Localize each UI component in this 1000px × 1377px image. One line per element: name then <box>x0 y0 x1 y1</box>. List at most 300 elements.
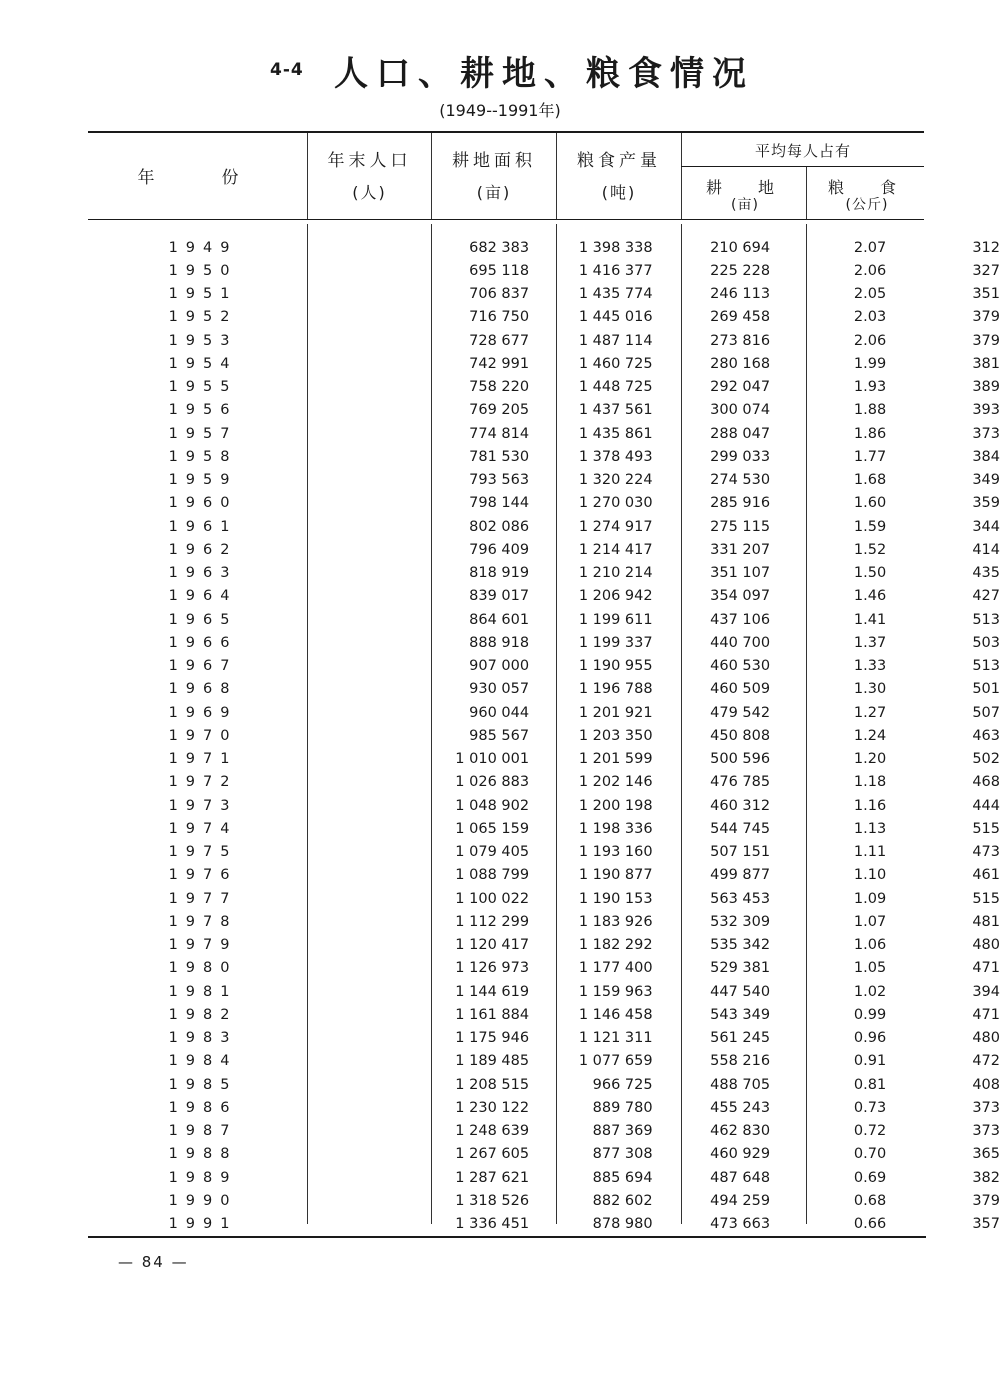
year-cell: 1983 <box>168 1030 238 1047</box>
population-cell: 839 017 <box>469 588 530 605</box>
year-cell: 1955 <box>168 379 238 396</box>
table-row <box>88 1166 1000 1189</box>
grain-cell: 285 916 <box>710 495 771 512</box>
population-cell: 907 000 <box>469 658 530 675</box>
farmland-cell: 877 308 <box>592 1146 653 1163</box>
table-row <box>88 445 1000 468</box>
farmland-cell: 1 200 198 <box>578 797 653 814</box>
population-cell: 695 118 <box>469 262 530 279</box>
per-capita-grain-cell: 365 <box>972 1146 1000 1163</box>
year-cell: 1989 <box>168 1169 238 1186</box>
farmland-cell: 1 183 926 <box>578 913 653 930</box>
per-capita-land-cell: 1.09 <box>853 890 887 907</box>
per-capita-land-cell: 1.07 <box>853 913 887 930</box>
per-capita-grain-cell: 481 <box>972 913 1000 930</box>
farmland-cell: 1 214 417 <box>578 541 653 558</box>
population-cell: 1 336 451 <box>455 1216 530 1233</box>
per-capita-land-cell: 0.68 <box>853 1192 887 1209</box>
per-capita-grain-cell: 502 <box>972 751 1000 768</box>
bottom-rule <box>88 1236 926 1238</box>
grain-cell: 487 648 <box>710 1169 771 1186</box>
per-capita-land-cell: 1.59 <box>853 518 887 535</box>
year-cell: 1974 <box>168 820 238 837</box>
per-capita-land-cell: 1.33 <box>853 658 887 675</box>
per-capita-grain-cell: 379 <box>972 309 1000 326</box>
table-row <box>88 399 1000 422</box>
table-row <box>88 1073 1000 1096</box>
grain-cell: 462 830 <box>710 1123 771 1140</box>
farmland-cell: 1 203 350 <box>578 727 653 744</box>
table-row <box>88 515 1000 538</box>
farmland-cell: 1 398 338 <box>578 239 653 256</box>
per-capita-land-cell: 1.10 <box>853 867 887 884</box>
population-cell: 682 383 <box>469 239 530 256</box>
farmland-cell: 1 378 493 <box>578 448 653 465</box>
year-cell: 1968 <box>168 681 238 698</box>
year-cell: 1975 <box>168 844 238 861</box>
farmland-cell: 1 199 611 <box>578 611 653 628</box>
population-cell: 888 918 <box>469 634 530 651</box>
farmland-cell: 1 448 725 <box>578 379 653 396</box>
farmland-cell: 1 190 153 <box>578 890 653 907</box>
population-cell: 1 026 883 <box>455 774 530 791</box>
grain-cell: 273 816 <box>710 332 771 349</box>
grain-cell: 275 115 <box>710 518 771 535</box>
table-row <box>88 562 1000 585</box>
per-capita-grain-cell: 444 <box>972 797 1000 814</box>
population-cell: 798 144 <box>469 495 530 512</box>
grain-cell: 558 216 <box>710 1053 771 1070</box>
table-row <box>88 748 1000 771</box>
header-pc-grain-unit: (公斤) <box>845 197 889 213</box>
grain-cell: 225 228 <box>710 262 771 279</box>
table-row <box>88 887 1000 910</box>
grain-cell: 210 694 <box>710 239 771 256</box>
per-capita-land-cell: 1.06 <box>853 937 887 954</box>
per-capita-land-cell: 2.07 <box>853 239 887 256</box>
grain-cell: 269 458 <box>710 309 771 326</box>
per-capita-grain-cell: 349 <box>972 472 1000 489</box>
population-cell: 1 267 605 <box>455 1146 530 1163</box>
population-cell: 1 318 526 <box>455 1192 530 1209</box>
table-row <box>88 957 1000 980</box>
per-capita-grain-cell: 379 <box>972 332 1000 349</box>
per-capita-land-cell: 1.11 <box>853 844 887 861</box>
table-row <box>88 980 1000 1003</box>
year-cell: 1969 <box>168 704 238 721</box>
year-cell: 1960 <box>168 495 238 512</box>
grain-cell: 563 453 <box>710 890 771 907</box>
farmland-cell: 1 077 659 <box>578 1053 653 1070</box>
per-capita-grain-cell: 461 <box>972 867 1000 884</box>
farmland-cell: 1 177 400 <box>578 960 653 977</box>
year-cell: 1954 <box>168 355 238 372</box>
table-row <box>88 771 1000 794</box>
farmland-cell: 1 445 016 <box>578 309 653 326</box>
year-cell: 1986 <box>168 1099 238 1116</box>
year-cell: 1984 <box>168 1053 238 1070</box>
per-capita-land-cell: 1.50 <box>853 565 887 582</box>
farmland-cell: 1 210 214 <box>578 565 653 582</box>
per-capita-land-cell: 1.27 <box>853 704 887 721</box>
table-row <box>88 794 1000 817</box>
grain-cell: 450 808 <box>710 727 771 744</box>
table-row <box>88 352 1000 375</box>
grain-cell: 476 785 <box>710 774 771 791</box>
farmland-cell: 1 198 336 <box>578 820 653 837</box>
table-row <box>88 701 1000 724</box>
farmland-cell: 1 437 561 <box>578 402 653 419</box>
population-cell: 1 079 405 <box>455 844 530 861</box>
population-cell: 1 208 515 <box>455 1076 530 1093</box>
per-capita-grain-cell: 373 <box>972 425 1000 442</box>
year-cell: 1956 <box>168 402 238 419</box>
grain-cell: 544 745 <box>710 820 771 837</box>
population-cell: 781 530 <box>469 448 530 465</box>
per-capita-subrule <box>681 166 924 167</box>
per-capita-grain-cell: 381 <box>972 355 1000 372</box>
table-row <box>88 236 1000 259</box>
population-cell: 706 837 <box>469 286 530 303</box>
header-pc-land: 耕 地 <box>705 178 784 197</box>
per-capita-grain-cell: 503 <box>972 634 1000 651</box>
table-row <box>88 1213 1000 1236</box>
grain-cell: 479 542 <box>710 704 771 721</box>
year-cell: 1978 <box>168 913 238 930</box>
table-row <box>88 1143 1000 1166</box>
grain-cell: 460 312 <box>710 797 771 814</box>
population-cell: 716 750 <box>469 309 530 326</box>
year-cell: 1951 <box>168 286 238 303</box>
farmland-cell: 1 202 146 <box>578 774 653 791</box>
farmland-cell: 1 201 921 <box>578 704 653 721</box>
year-cell: 1990 <box>168 1192 238 1209</box>
per-capita-land-cell: 1.02 <box>853 983 887 1000</box>
per-capita-land-cell: 1.24 <box>853 727 887 744</box>
per-capita-land-cell: 0.66 <box>853 1216 887 1233</box>
grain-cell: 455 243 <box>710 1099 771 1116</box>
header-grain-unit: (吨) <box>601 183 637 202</box>
population-cell: 1 161 884 <box>455 1006 530 1023</box>
table-row <box>88 1027 1000 1050</box>
farmland-cell: 1 320 224 <box>578 472 653 489</box>
population-cell: 1 010 001 <box>455 751 530 768</box>
grain-cell: 500 596 <box>710 751 771 768</box>
grain-cell: 460 530 <box>710 658 771 675</box>
farmland-cell: 1 196 788 <box>578 681 653 698</box>
table-row <box>88 306 1000 329</box>
header-pc-land-unit: (亩) <box>731 197 759 213</box>
table-row <box>88 841 1000 864</box>
farmland-cell: 1 435 861 <box>578 425 653 442</box>
population-cell: 1 189 485 <box>455 1053 530 1070</box>
per-capita-grain-cell: 327 <box>972 262 1000 279</box>
header-year: 年 份 <box>137 168 243 188</box>
year-cell: 1985 <box>168 1076 238 1093</box>
header-pc-grain: 粮 食 <box>827 178 906 197</box>
table-row <box>88 910 1000 933</box>
year-cell: 1971 <box>168 751 238 768</box>
table-row <box>88 422 1000 445</box>
per-capita-land-cell: 1.37 <box>853 634 887 651</box>
table-row <box>88 655 1000 678</box>
data-table <box>88 236 1000 1236</box>
header-per-capita: 平均每人占有 <box>754 142 851 160</box>
grain-cell: 437 106 <box>710 611 771 628</box>
population-cell: 1 048 902 <box>455 797 530 814</box>
per-capita-land-cell: 1.86 <box>853 425 887 442</box>
grain-cell: 354 097 <box>710 588 771 605</box>
per-capita-grain-cell: 435 <box>972 565 1000 582</box>
per-capita-land-cell: 0.70 <box>853 1146 887 1163</box>
population-cell: 802 086 <box>469 518 530 535</box>
grain-cell: 494 259 <box>710 1192 771 1209</box>
per-capita-grain-cell: 515 <box>972 820 1000 837</box>
year-cell: 1981 <box>168 983 238 1000</box>
grain-cell: 274 530 <box>710 472 771 489</box>
per-capita-grain-cell: 351 <box>972 286 1000 303</box>
population-cell: 793 563 <box>469 472 530 489</box>
per-capita-land-cell: 1.99 <box>853 355 887 372</box>
population-cell: 960 044 <box>469 704 530 721</box>
per-capita-grain-cell: 507 <box>972 704 1000 721</box>
year-cell: 1988 <box>168 1146 238 1163</box>
per-capita-grain-cell: 480 <box>972 1030 1000 1047</box>
per-capita-grain-cell: 513 <box>972 658 1000 675</box>
farmland-cell: 1 159 963 <box>578 983 653 1000</box>
per-capita-grain-cell: 393 <box>972 402 1000 419</box>
farmland-cell: 1 182 292 <box>578 937 653 954</box>
table-row <box>88 376 1000 399</box>
per-capita-grain-cell: 357 <box>972 1216 1000 1233</box>
per-capita-grain-cell: 394 <box>972 983 1000 1000</box>
per-capita-land-cell: 0.96 <box>853 1030 887 1047</box>
table-row <box>88 283 1000 306</box>
farmland-cell: 1 416 377 <box>578 262 653 279</box>
table-row <box>88 1189 1000 1212</box>
farmland-cell: 889 780 <box>592 1099 653 1116</box>
table-row <box>88 469 1000 492</box>
per-capita-grain-cell: 471 <box>972 1006 1000 1023</box>
per-capita-land-cell: 1.30 <box>853 681 887 698</box>
grain-cell: 507 151 <box>710 844 771 861</box>
table-row <box>88 1050 1000 1073</box>
population-cell: 728 677 <box>469 332 530 349</box>
per-capita-grain-cell: 384 <box>972 448 1000 465</box>
per-capita-land-cell: 0.81 <box>853 1076 887 1093</box>
grain-cell: 529 381 <box>710 960 771 977</box>
grain-cell: 447 540 <box>710 983 771 1000</box>
per-capita-land-cell: 1.93 <box>853 379 887 396</box>
table-row <box>88 608 1000 631</box>
year-cell: 1977 <box>168 890 238 907</box>
per-capita-grain-cell: 515 <box>972 890 1000 907</box>
population-cell: 1 100 022 <box>455 890 530 907</box>
farmland-cell: 1 270 030 <box>578 495 653 512</box>
grain-cell: 460 509 <box>710 681 771 698</box>
year-cell: 1979 <box>168 937 238 954</box>
table-title-text: 人口、耕地、粮食情况 <box>334 54 754 94</box>
per-capita-land-cell: 1.88 <box>853 402 887 419</box>
table-row <box>88 864 1000 887</box>
table-row <box>88 817 1000 840</box>
farmland-cell: 1 435 774 <box>578 286 653 303</box>
year-cell: 1991 <box>168 1216 238 1233</box>
table-row <box>88 585 1000 608</box>
population-cell: 1 120 417 <box>455 937 530 954</box>
per-capita-grain-cell: 312 <box>972 239 1000 256</box>
header-farmland: 耕地面积 <box>452 151 536 171</box>
year-cell: 1950 <box>168 262 238 279</box>
header-population: 年末人口 <box>327 151 412 171</box>
grain-cell: 532 309 <box>710 913 771 930</box>
header-bottom-rule <box>88 219 924 220</box>
per-capita-grain-cell: 513 <box>972 611 1000 628</box>
table-subtitle: (1949--1991年) <box>439 101 561 120</box>
per-capita-grain-cell: 480 <box>972 937 1000 954</box>
farmland-cell: 878 980 <box>592 1216 653 1233</box>
per-capita-grain-cell: 373 <box>972 1099 1000 1116</box>
grain-cell: 288 047 <box>710 425 771 442</box>
table-row <box>88 259 1000 282</box>
grain-cell: 299 033 <box>710 448 771 465</box>
grain-cell: 499 877 <box>710 867 771 884</box>
population-cell: 864 601 <box>469 611 530 628</box>
table-row <box>88 934 1000 957</box>
grain-cell: 535 342 <box>710 937 771 954</box>
grain-cell: 440 700 <box>710 634 771 651</box>
per-capita-land-cell: 0.73 <box>853 1099 887 1116</box>
farmland-cell: 1 487 114 <box>578 332 653 349</box>
year-cell: 1949 <box>168 239 238 256</box>
header-divider <box>806 167 807 219</box>
table-row <box>88 678 1000 701</box>
per-capita-grain-cell: 389 <box>972 379 1000 396</box>
table-row <box>88 1003 1000 1026</box>
header-population-unit: (人) <box>352 183 387 202</box>
year-cell: 1972 <box>168 774 238 791</box>
farmland-cell: 1 206 942 <box>578 588 653 605</box>
year-cell: 1987 <box>168 1123 238 1140</box>
per-capita-land-cell: 0.69 <box>853 1169 887 1186</box>
farmland-cell: 1 190 877 <box>578 867 653 884</box>
per-capita-grain-cell: 501 <box>972 681 1000 698</box>
per-capita-land-cell: 1.41 <box>853 611 887 628</box>
per-capita-grain-cell: 468 <box>972 774 1000 791</box>
table-row <box>88 631 1000 654</box>
population-cell: 796 409 <box>469 541 530 558</box>
table-row <box>88 329 1000 352</box>
per-capita-land-cell: 1.68 <box>853 472 887 489</box>
year-cell: 1963 <box>168 565 238 582</box>
population-cell: 818 919 <box>469 565 530 582</box>
per-capita-grain-cell: 472 <box>972 1053 1000 1070</box>
per-capita-grain-cell: 408 <box>972 1076 1000 1093</box>
per-capita-land-cell: 1.52 <box>853 541 887 558</box>
farmland-cell: 1 146 458 <box>578 1006 653 1023</box>
year-cell: 1973 <box>168 797 238 814</box>
per-capita-land-cell: 1.46 <box>853 588 887 605</box>
per-capita-land-cell: 1.60 <box>853 495 887 512</box>
year-cell: 1965 <box>168 611 238 628</box>
farmland-cell: 1 460 725 <box>578 355 653 372</box>
grain-cell: 488 705 <box>710 1076 771 1093</box>
grain-cell: 280 168 <box>710 355 771 372</box>
population-cell: 1 144 619 <box>455 983 530 1000</box>
grain-cell: 331 207 <box>710 541 771 558</box>
per-capita-land-cell: 1.05 <box>853 960 887 977</box>
population-cell: 758 220 <box>469 379 530 396</box>
population-cell: 1 287 621 <box>455 1169 530 1186</box>
per-capita-land-cell: 2.06 <box>853 262 887 279</box>
per-capita-land-cell: 0.72 <box>853 1123 887 1140</box>
table-number: 4-4 <box>270 60 304 80</box>
year-cell: 1957 <box>168 425 238 442</box>
year-cell: 1970 <box>168 727 238 744</box>
per-capita-land-cell: 2.03 <box>853 309 887 326</box>
population-cell: 774 814 <box>469 425 530 442</box>
table-row <box>88 1096 1000 1119</box>
farmland-cell: 1 201 599 <box>578 751 653 768</box>
header-grain: 粮食产量 <box>577 151 661 171</box>
per-capita-grain-cell: 427 <box>972 588 1000 605</box>
table-row <box>88 1120 1000 1143</box>
grain-cell: 300 074 <box>710 402 771 419</box>
grain-cell: 561 245 <box>710 1030 771 1047</box>
table-title <box>0 46 1000 96</box>
grain-cell: 351 107 <box>710 565 771 582</box>
table-row <box>88 724 1000 747</box>
grain-cell: 473 663 <box>710 1216 771 1233</box>
population-cell: 742 991 <box>469 355 530 372</box>
per-capita-grain-cell: 379 <box>972 1192 1000 1209</box>
grain-cell: 246 113 <box>710 286 771 303</box>
farmland-cell: 1 274 917 <box>578 518 653 535</box>
population-cell: 1 112 299 <box>455 913 530 930</box>
per-capita-land-cell: 1.18 <box>853 774 887 791</box>
grain-cell: 460 929 <box>710 1146 771 1163</box>
table-row <box>88 538 1000 561</box>
year-cell: 1952 <box>168 309 238 326</box>
per-capita-land-cell: 0.99 <box>853 1006 887 1023</box>
per-capita-grain-cell: 344 <box>972 518 1000 535</box>
per-capita-land-cell: 1.16 <box>853 797 887 814</box>
farmland-cell: 882 602 <box>592 1192 653 1209</box>
year-cell: 1982 <box>168 1006 238 1023</box>
page-number: — 84 — <box>118 1253 189 1271</box>
population-cell: 985 567 <box>469 727 530 744</box>
header-farmland-unit: (亩) <box>476 183 512 202</box>
farmland-cell: 887 369 <box>592 1123 653 1140</box>
population-cell: 1 126 973 <box>455 960 530 977</box>
year-cell: 1962 <box>168 541 238 558</box>
per-capita-grain-cell: 414 <box>972 541 1000 558</box>
population-cell: 1 088 799 <box>455 867 530 884</box>
table-row <box>88 492 1000 515</box>
farmland-cell: 1 121 311 <box>578 1030 653 1047</box>
per-capita-land-cell: 2.05 <box>853 286 887 303</box>
population-cell: 1 065 159 <box>455 820 530 837</box>
year-cell: 1966 <box>168 634 238 651</box>
year-cell: 1958 <box>168 448 238 465</box>
grain-cell: 292 047 <box>710 379 771 396</box>
population-cell: 1 175 946 <box>455 1030 530 1047</box>
farmland-cell: 1 190 955 <box>578 658 653 675</box>
farmland-cell: 885 694 <box>592 1169 653 1186</box>
per-capita-grain-cell: 471 <box>972 960 1000 977</box>
year-cell: 1976 <box>168 867 238 884</box>
population-cell: 769 205 <box>469 402 530 419</box>
